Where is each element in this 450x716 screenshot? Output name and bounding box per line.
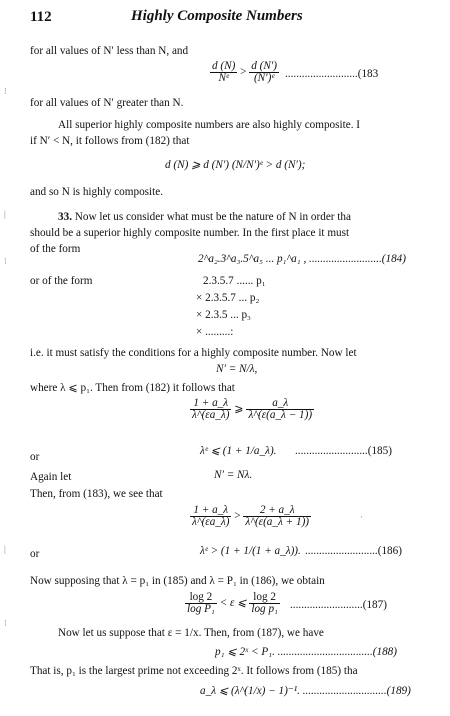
fraction: $\frac{\log 2}{\text{log P₁}}$ — [187, 591, 215, 615]
fraction: $\frac{a\_\lambda}{\lambda\^{}(\varepsilon(a\_\lambda - 1))}$ — [248, 397, 313, 421]
product-form-line: 2.3.5.7 ...... p₁ — [203, 275, 266, 287]
fraction: $\frac{1 + a\_\lambda}{\lambda\^{}(\varepsilon a\_\lambda)}$ — [192, 504, 230, 528]
section-paragraph-start: 33. Now let us consider what must be the nature of N in order tha — [58, 211, 351, 223]
equation-n-prime: N′ = N/λ, — [216, 363, 258, 375]
fraction: $\frac{\log 2}{\text{log p₁}}$ — [251, 591, 278, 615]
text-line: should be a superior highly composite number. In the first place it must — [30, 227, 350, 239]
text-line: if N′ < N, it follows from (182) that — [30, 135, 190, 147]
text-line: for all values of N′ greater than N. — [30, 97, 184, 109]
equation-185: λᵉ ⩽ (1 + 1/a_λ). — [200, 445, 277, 457]
equation-186: λᵉ > (1 + 1/(1 + a_λ)). — [200, 545, 301, 557]
text-or: or — [30, 451, 40, 463]
equation-inequality: d (N) ⩾ d (N′) (N/N′)ᵉ > d (N′); — [165, 159, 306, 171]
fraction: $\frac{2 + a\_\lambda}{\lambda\^{}(\varepsilon(a\_\lambda + 1))}$ — [245, 504, 310, 528]
page-number: 112 — [30, 9, 52, 25]
text-line: Again let — [30, 471, 72, 483]
equation-187: $\frac{\log 2}{\text{log P₁}}$ < ε ⩽ $\frac{\log 2}{\text{log p₁}}$ — [187, 591, 278, 615]
text-line: Now let us suppose that ε = 1/x. Then, from (187), we have — [58, 627, 324, 639]
scan-margin-mark: ⁝ — [4, 618, 7, 628]
text-line: for all values of N′ less than N, and — [30, 45, 189, 57]
fraction: $\frac{1 + a\_\lambda}{\lambda\^{}(\varepsilon a\_\lambda)}$ — [192, 397, 230, 421]
equation-tag-186: ..........................(186) — [305, 545, 402, 557]
product-form-line: × 2.3.5.7 ... p₂ — [196, 292, 260, 304]
fraction: $\frac{d (N')}{\text{(N′)ᵉ}}$ — [251, 60, 277, 84]
equation-183: $\frac{d (N)}{\text{Nᵉ}}$ > $\frac{d (N')}{\text{(N′)ᵉ}}$ — [212, 60, 277, 84]
equation-tag-183: ..........................(183 — [285, 68, 379, 80]
text-line: or of the form — [30, 275, 93, 287]
text-line: That is, p₁ is the largest prime not exceeding 2ˣ. It follows from (185) tha — [30, 665, 358, 677]
text-line: All superior highly composite numbers are also highly composite. I — [58, 119, 361, 131]
product-form-line: × .........: — [196, 326, 234, 338]
text-line: of the form — [30, 243, 81, 255]
equation-188: p₁ ⩽ 2ˣ < P₁. ..................................(188) — [215, 646, 397, 658]
equation-n-prime-2: N′ = Nλ. — [214, 469, 253, 481]
equation-tag-185: ..........................(185) — [295, 445, 392, 457]
equation-tag-187: ..........................(187) — [290, 599, 387, 611]
running-title: Highly Composite Numbers — [131, 8, 303, 24]
equation-189: a_λ ⩽ (λ^(1/x) − 1)⁻¹. ..............................(189) — [200, 685, 411, 697]
product-form-line: × 2.3.5 ... p₃ — [196, 309, 251, 321]
scan-speck: · — [360, 512, 363, 522]
text-line: and so N is highly composite. — [30, 186, 163, 198]
scan-margin-mark: | — [4, 544, 6, 554]
text-line: where λ ⩽ p₁. Then from (182) it follows that — [30, 382, 235, 394]
section-number: 33. — [58, 211, 72, 223]
text-line: Then, from (183), we see that — [30, 488, 163, 500]
inequality-second: $\frac{1 + a\_\lambda}{\lambda\^{}(\varepsilon a\_\lambda)}$ > $\frac{2 + a\_\lambda}{\lambda\^{}(\varepsilon(a\_\lambda + 1))}$ — [192, 504, 310, 528]
text-or: or — [30, 548, 40, 560]
inequality-first: $\frac{1 + a\_\lambda}{\lambda\^{}(\varepsilon a\_\lambda)}$ ⩾ $\frac{a\_\lambda}{\lambda\^{}(\varepsilon(a\_\lambda - 1))}$ — [192, 397, 313, 421]
text-line: Now supposing that λ = p₁ in (185) and λ = P₁ in (186), we obtain — [30, 575, 325, 587]
fraction: $\frac{d (N)}{\text{Nᵉ}}$ — [212, 60, 236, 84]
scan-margin-mark: ⁝ — [4, 86, 7, 96]
scan-margin-mark: ⁝ — [4, 256, 7, 266]
equation-184: 2^a₂.3^a₃.5^a₅ ... p₁^a₁ , ..........................(184) — [198, 253, 406, 265]
scan-margin-mark: | — [4, 209, 6, 219]
text-line: i.e. it must satisfy the conditions for a highly composite number. Now let — [30, 347, 357, 359]
